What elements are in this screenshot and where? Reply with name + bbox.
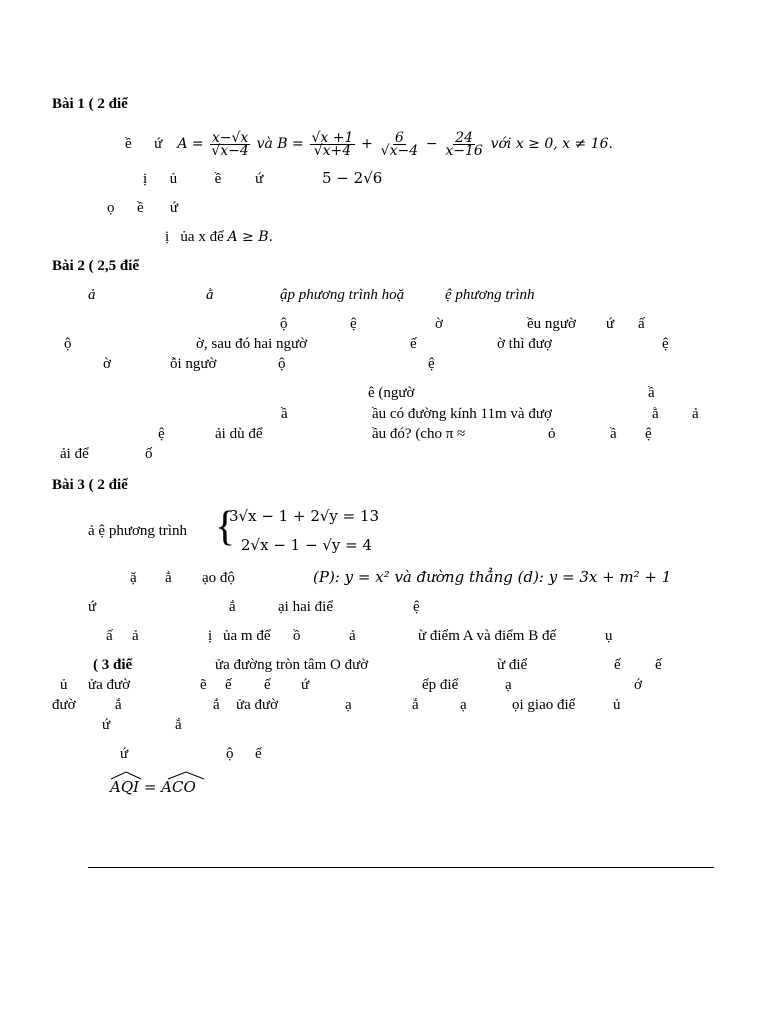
bai2-l3e: ệ: [662, 336, 669, 352]
bai4-l5c: ế: [255, 746, 262, 762]
bai4-l3e: ạ: [345, 697, 352, 713]
bai4-l1a: ửa đường tròn tâm O đườ: [215, 657, 369, 673]
bai1-heading: Bài 1 ( 2 điể: [52, 96, 128, 112]
bai4-l3c: ắ: [213, 697, 220, 713]
bai1-value: 5 − 2√6: [322, 169, 383, 187]
bai2-l8b: ố: [145, 446, 153, 462]
text-fragment: ủ: [169, 171, 178, 187]
bai3-l2a: ặ: [130, 570, 137, 586]
bai3-l2c: ạo độ: [202, 570, 235, 586]
bai2-l4a: ờ: [103, 356, 111, 372]
bai4-l2e: ế: [264, 677, 271, 693]
bai3-l4b: ả: [132, 628, 139, 644]
bai2-l7c: ầu đó? (cho π ≈: [372, 426, 466, 442]
angle-equation: AQI = ACO: [110, 778, 196, 796]
bai3-eq1: 3√x − 1 + 2√y = 13: [229, 507, 380, 525]
brace-icon: {: [215, 504, 236, 550]
bai2-l6a: ầ: [281, 406, 288, 422]
bai2-l5b: ầ: [648, 385, 655, 401]
bai3-l4c: ị: [208, 628, 213, 644]
bai3-heading: Bài 3 ( 2 điể: [52, 477, 128, 493]
bai2-l7f: ệ: [645, 426, 652, 442]
bai4-l2d: ế: [225, 677, 232, 693]
plus-sign: +: [361, 136, 373, 152]
bai2-l3b: ờ, sau đó hai ngườ: [196, 336, 308, 352]
text-fragment: ủa x để: [180, 229, 224, 245]
bai2-l3a: ộ: [64, 336, 72, 352]
fraction-b3: $\frac{24}{x-16}$: [445, 130, 483, 160]
bai2-l2e: ứ: [606, 316, 615, 332]
bai3-l3d: ệ: [413, 599, 420, 615]
expression-b-label: và B =: [256, 136, 304, 152]
footer-divider: [88, 867, 714, 868]
bai4-l1b: ừ điể: [497, 657, 528, 673]
text-fragment: ứ: [169, 200, 179, 216]
text-fragment: ứ: [154, 136, 163, 152]
bai4-l2i: ớ: [634, 677, 642, 693]
bai4-l3d: ửa đườ: [236, 697, 279, 713]
text-fragment: ị: [143, 171, 148, 187]
minus-sign: −: [425, 136, 438, 152]
bai4-l3a: đườ: [52, 697, 76, 713]
bai2-l7a: ệ: [158, 426, 165, 442]
bai4-l5b: ộ: [226, 746, 234, 762]
bai3-system-label: ả ệ phương trình: [88, 523, 187, 539]
bai4-l3i: ủ: [613, 697, 621, 713]
bai2-heading: Bài 2 ( 2,5 điể: [52, 258, 140, 274]
bai2-l4b: ỗi ngườ: [170, 356, 217, 372]
fraction-b2: $\frac{6}{√x-4}$: [380, 130, 419, 160]
bai2-l4d: ệ: [428, 356, 435, 372]
bai2-l1c: ập phương trình hoặ: [280, 287, 405, 303]
bai4-l4b: ắ: [175, 717, 182, 733]
bai3-eq2: 2√x − 1 − √y = 4: [241, 536, 372, 554]
bai4-l1c: ế: [614, 657, 621, 673]
condition: với x ≥ 0, x ≠ 16.: [490, 136, 613, 152]
bai2-l1a: ả: [88, 287, 96, 303]
bai3-l2b: ẳ: [165, 570, 172, 586]
bai4-l3h: ọi giao điể: [512, 697, 576, 713]
bai4-l2b: ửa đườ: [88, 677, 131, 693]
bai4-l2h: ạ: [505, 677, 512, 693]
bai2-l2a: ộ: [280, 316, 288, 332]
text-fragment: ề: [125, 136, 132, 152]
bai4-l5a: ứ: [120, 746, 129, 762]
bai3-l3b: ắ: [229, 599, 236, 615]
bai4-l2c: ẽ: [200, 677, 207, 693]
bai4-l2a: ủ: [60, 677, 68, 693]
bai3-l4a: ấ: [106, 628, 113, 644]
bai3-l4d: ủa m để: [223, 628, 271, 644]
bai3-l4h: ụ: [605, 628, 613, 644]
text-fragment: ề: [137, 200, 144, 216]
bai3-l3a: ứ: [88, 599, 97, 615]
bai2-l5a: ê (ngườ: [368, 385, 415, 401]
bai1-line2: [143, 170, 263, 188]
bai2-l1b: ằ: [206, 287, 214, 303]
bai2-l2b: ệ: [350, 316, 357, 332]
bai2-l8a: ải để: [60, 446, 89, 462]
bai1-line4: [165, 228, 273, 246]
bai2-l2d: ều ngườ: [527, 316, 576, 332]
text-fragment: ị: [165, 229, 170, 245]
bai2-l3c: ế: [410, 336, 417, 352]
fraction-b1: $\frac{√x +1}{√x+4}$: [311, 130, 354, 160]
bai3-l4f: ả: [349, 628, 356, 644]
bai3-l4g: ừ điểm A và điểm B đế: [418, 628, 557, 644]
bai2-l6d: ả: [692, 406, 699, 422]
bai4-l4a: ứ: [102, 717, 111, 733]
text-fragment: ứ: [255, 171, 264, 187]
bai4-l1d: ế: [655, 657, 662, 673]
bai2-l2c: ờ: [435, 316, 443, 332]
bai3-l3c: ại hai điể: [278, 599, 333, 615]
bai2-l7d: ỏ: [548, 426, 556, 442]
bai2-l4c: ộ: [278, 356, 286, 372]
bai4-l2g: ếp điể: [422, 677, 459, 693]
text-fragment: ề: [214, 171, 222, 187]
fraction-a: $\frac{x-√x}{√x-4}$: [211, 130, 249, 160]
bai2-l2f: ấ: [638, 316, 645, 332]
bai2-l1d: ệ phương trình: [445, 287, 535, 303]
bai4-angle-equality: [110, 778, 196, 796]
bai2-l7e: ầ: [610, 426, 617, 442]
bai2-l7b: ải dù để: [215, 426, 263, 442]
bai4-heading: ( 3 điể: [93, 657, 133, 673]
bai3-l2d: (P): y = x² và đường thẳng (d): y = 3x + m² + 1: [313, 568, 672, 586]
bai4-l2f: ứ: [301, 677, 310, 693]
bai2-l6c: ằ: [652, 406, 659, 422]
bai3-l4e: ồ: [293, 628, 301, 644]
bai4-l3b: ắ: [115, 697, 122, 713]
text-fragment: ọ: [107, 200, 115, 216]
bai1-line1: [125, 124, 613, 164]
bai4-l3g: ạ: [460, 697, 467, 713]
expression-a-label: A =: [177, 136, 204, 152]
bai2-l3d: ờ thì đượ: [497, 336, 552, 352]
hat-icon: [110, 771, 210, 781]
inequality: A ≥ B.: [227, 229, 273, 245]
bai2-l6b: ầu có đường kính 11m và đượ: [372, 406, 552, 422]
bai1-line3: [107, 199, 178, 217]
bai4-l3f: ắ: [412, 697, 419, 713]
